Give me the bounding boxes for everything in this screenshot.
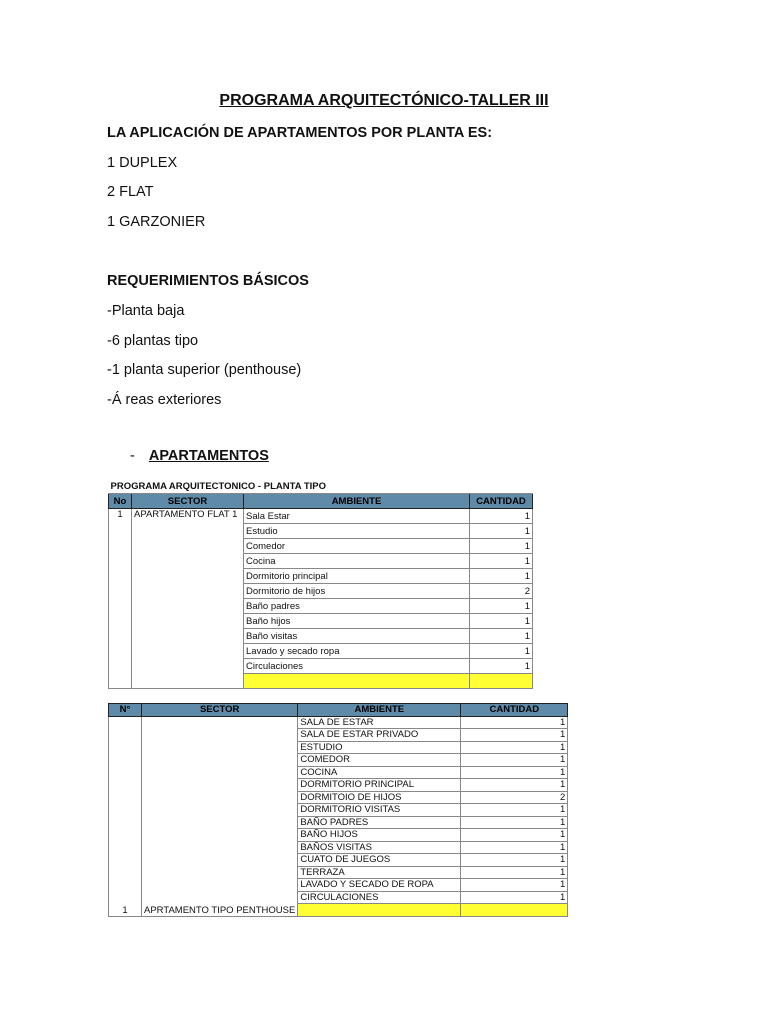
ambiente-cell: DORMITORIO PRINCIPAL bbox=[298, 779, 461, 792]
ambiente-cell: Baño padres bbox=[244, 599, 470, 614]
ambiente-cell: TERRAZA bbox=[298, 866, 461, 879]
cantidad-cell: 1 bbox=[461, 891, 568, 904]
cantidad-cell: 1 bbox=[461, 766, 568, 779]
ambiente-cell: Dormitorio de hijos bbox=[244, 584, 470, 599]
cantidad-cell: 2 bbox=[461, 791, 568, 804]
ambiente-cell: Circulaciones bbox=[244, 659, 470, 674]
ambiente-cell: BAÑO PADRES bbox=[298, 816, 461, 829]
ambiente-cell: DORMITOIO DE HIJOS bbox=[298, 791, 461, 804]
page-title: PROGRAMA ARQUITECTÓNICO-TALLER III bbox=[219, 92, 549, 109]
cantidad-cell: 1 bbox=[470, 569, 533, 584]
table-title: PROGRAMA ARQUITECTONICO - PLANTA TIPO bbox=[109, 479, 470, 494]
column-header-sector: SECTOR bbox=[132, 494, 244, 509]
empty-highlight-cell bbox=[298, 904, 461, 917]
column-header-no: No bbox=[109, 494, 132, 509]
cantidad-cell: 1 bbox=[461, 729, 568, 742]
ambiente-cell: COMEDOR bbox=[298, 754, 461, 767]
ambiente-cell: Cocina bbox=[244, 554, 470, 569]
column-header-no: N° bbox=[109, 704, 142, 717]
bullet-dash: - bbox=[130, 448, 135, 464]
program-table-planta-tipo bbox=[108, 479, 533, 689]
column-header-sector: SECTOR bbox=[142, 704, 298, 717]
apartment-type-garzonier: 1 GARZONIER bbox=[107, 214, 206, 230]
ambiente-cell: Dormitorio principal bbox=[244, 569, 470, 584]
empty-highlight-cell bbox=[461, 904, 568, 917]
column-header-ambiente: AMBIENTE bbox=[298, 704, 461, 717]
cantidad-cell: 1 bbox=[461, 866, 568, 879]
cantidad-cell: 1 bbox=[470, 614, 533, 629]
table-header-row bbox=[109, 704, 568, 717]
column-header-ambiente: AMBIENTE bbox=[244, 494, 470, 509]
ambiente-cell: SALA DE ESTAR bbox=[298, 716, 461, 729]
cantidad-cell: 1 bbox=[461, 879, 568, 892]
requirement-item: -Á reas exteriores bbox=[107, 392, 222, 408]
apartment-type-duplex: 1 DUPLEX bbox=[107, 155, 178, 171]
cantidad-cell: 1 bbox=[461, 716, 568, 729]
cantidad-cell: 1 bbox=[461, 779, 568, 792]
cantidad-cell: 1 bbox=[470, 509, 533, 524]
cantidad-cell: 1 bbox=[470, 539, 533, 554]
cantidad-cell: 1 bbox=[461, 841, 568, 854]
empty-highlight-cell bbox=[244, 674, 470, 689]
table-row bbox=[109, 509, 533, 524]
ambiente-cell: BAÑO HIJOS bbox=[298, 829, 461, 842]
table-row bbox=[109, 716, 568, 729]
cantidad-cell: 1 bbox=[461, 741, 568, 754]
cantidad-cell: 1 bbox=[470, 554, 533, 569]
cantidad-cell: 1 bbox=[461, 854, 568, 867]
ambiente-cell: Estudio bbox=[244, 524, 470, 539]
requirement-item: -1 planta superior (penthouse) bbox=[107, 362, 302, 378]
ambiente-cell: DORMITORIO VISITAS bbox=[298, 804, 461, 817]
cantidad-cell: 1 bbox=[461, 754, 568, 767]
row-number: 1 bbox=[109, 509, 132, 689]
empty-highlight-cell bbox=[470, 674, 533, 689]
requirement-item: -Planta baja bbox=[107, 303, 185, 319]
column-header-cantidad: CANTIDAD bbox=[461, 704, 568, 717]
ambiente-cell: Baño visitas bbox=[244, 629, 470, 644]
ambiente-cell: Baño hijos bbox=[244, 614, 470, 629]
apartment-type-flat: 2 FLAT bbox=[107, 184, 154, 200]
ambiente-cell: Comedor bbox=[244, 539, 470, 554]
sector-cell: APRTAMENTO TIPO PENTHOUSE bbox=[142, 716, 298, 916]
cantidad-cell: 1 bbox=[470, 659, 533, 674]
column-header-cantidad: CANTIDAD bbox=[470, 494, 533, 509]
cantidad-cell: 2 bbox=[470, 584, 533, 599]
program-table-penthouse bbox=[108, 703, 568, 917]
ambiente-cell: CUATO DE JUEGOS bbox=[298, 854, 461, 867]
cantidad-cell: 1 bbox=[470, 644, 533, 659]
ambiente-cell: SALA DE ESTAR PRIVADO bbox=[298, 729, 461, 742]
ambiente-cell: Sala Estar bbox=[244, 509, 470, 524]
sector-cell: APARTAMENTO FLAT 1 bbox=[132, 509, 244, 689]
intro-heading: LA APLICACIÓN DE APARTAMENTOS POR PLANTA ES: bbox=[107, 125, 493, 141]
ambiente-cell: LAVADO Y SECADO DE ROPA bbox=[298, 879, 461, 892]
cantidad-cell: 1 bbox=[461, 816, 568, 829]
ambiente-cell: ESTUDIO bbox=[298, 741, 461, 754]
requirement-item: -6 plantas tipo bbox=[107, 333, 199, 349]
cantidad-cell: 1 bbox=[461, 804, 568, 817]
cantidad-cell: 1 bbox=[461, 829, 568, 842]
row-number: 1 bbox=[109, 716, 142, 916]
cantidad-cell: 1 bbox=[470, 599, 533, 614]
ambiente-cell: COCINA bbox=[298, 766, 461, 779]
ambiente-cell: Lavado y secado ropa bbox=[244, 644, 470, 659]
apartments-heading bbox=[130, 448, 269, 464]
ambiente-cell: BAÑOS VISITAS bbox=[298, 841, 461, 854]
requirements-heading: REQUERIMIENTOS BÁSICOS bbox=[107, 273, 309, 289]
apartments-heading-label: APARTAMENTOS bbox=[148, 448, 269, 464]
cantidad-cell: 1 bbox=[470, 629, 533, 644]
table-header-row bbox=[109, 494, 533, 509]
ambiente-cell: CIRCULACIONES bbox=[298, 891, 461, 904]
cantidad-cell: 1 bbox=[470, 524, 533, 539]
